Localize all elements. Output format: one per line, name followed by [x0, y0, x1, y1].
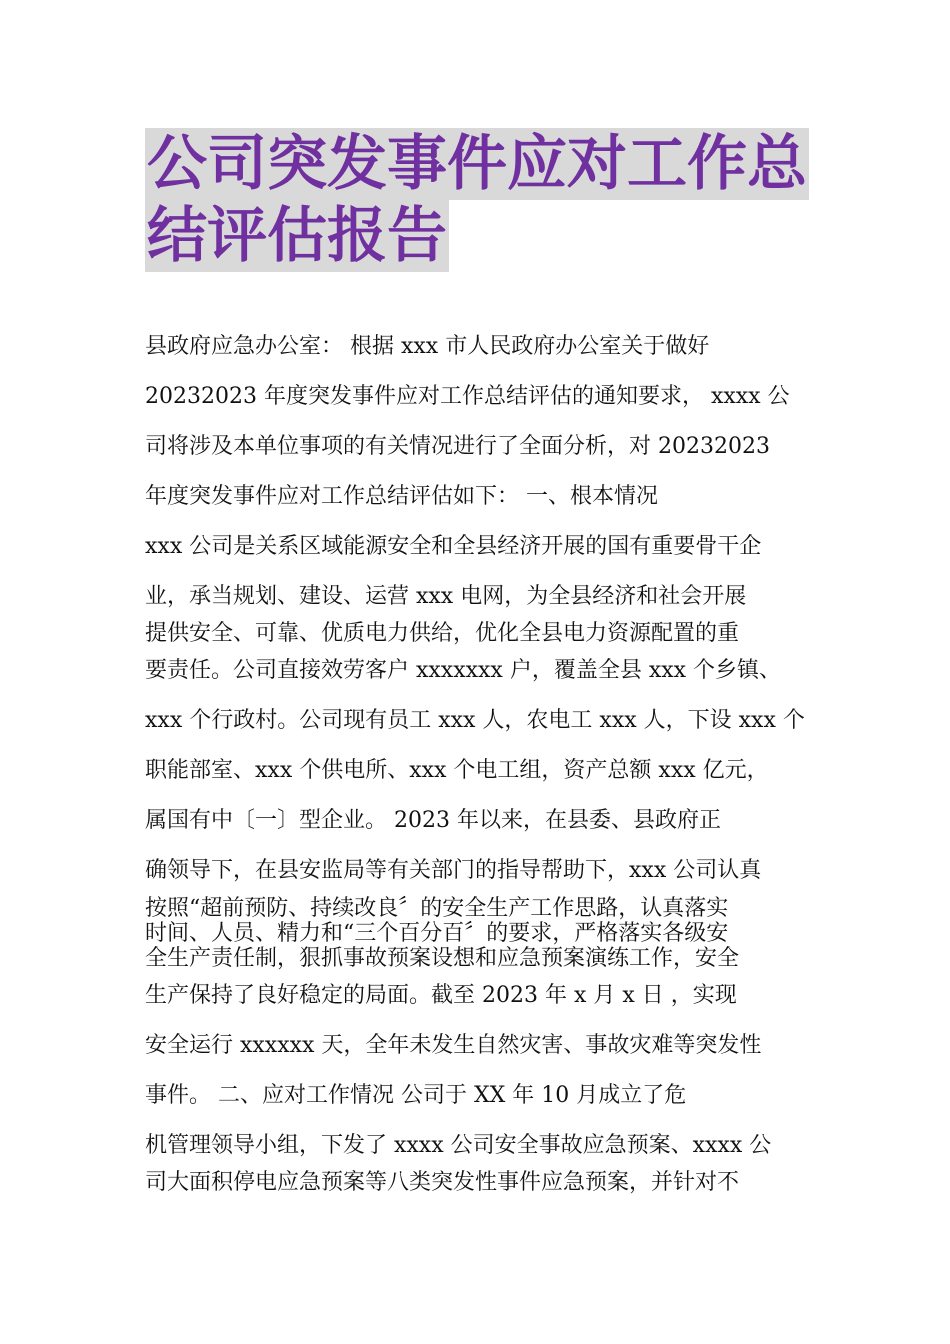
body-line: 属国有中〔一〕型企业。 2023 年以来，在县委、县政府正	[145, 808, 721, 833]
body-line: 司大面积停电应急预案等八类突发性事件应急预案，并针对不	[145, 1170, 740, 1195]
body-line: 业，承当规划、建设、运营 xxx 电网，为全县经济和社会开展	[145, 584, 747, 609]
body-line: 20232023 年度突发事件应对工作总结评估的通知要求， xxxx 公	[145, 384, 790, 409]
body-line: 安全运行 xxxxxx 天，全年未发生自然灾害、事故灾难等突发性	[145, 1033, 762, 1058]
body-line: xxx 个行政村。公司现有员工 xxx 人，农电工 xxx 人，下设 xxx 个	[145, 708, 805, 733]
body-line: 生产保持了良好稳定的局面。截至 2023 年 x 月 x 日 ，实现	[145, 983, 737, 1008]
title-line-1: 公司突发事件应对工作总	[147, 129, 807, 199]
body-line: 职能部室、xxx 个供电所、xxx 个电工组，资产总额 xxx 亿元，	[145, 758, 769, 783]
body-line: xxx 公司是关系区域能源安全和全县经济开展的国有重要骨干企	[145, 534, 762, 559]
body-line: 确领导下，在县安监局等有关部门的指导帮助下，xxx 公司认真	[145, 858, 762, 883]
body-line: 县政府应急办公室： 根据 xxx 市人民政府办公室关于做好	[145, 334, 710, 359]
body-line: 年度突发事件应对工作总结评估如下： 一、根本情况	[145, 484, 658, 509]
body-line: 司将涉及本单位事项的有关情况进行了全面分析，对 20232023	[145, 434, 770, 459]
document-title	[145, 128, 810, 272]
body-line: 机管理领导小组，下发了 xxxx 公司安全事故应急预案、xxxx 公	[145, 1133, 772, 1158]
body-line: 按照“超前预防、持续改良〞的安全生产工作思路，认真落实	[145, 896, 729, 921]
body-line: 提供安全、可靠、优质电力供给，优化全县电力资源配置的重	[145, 621, 740, 646]
body-line: 事件。 二、应对工作情况 公司于 XX 年 10 月成立了危	[145, 1083, 687, 1108]
body-line: 时间、人员、精力和“三个百分百〞的要求，严格落实各级安	[145, 921, 729, 946]
body-line: 要责任。公司直接效劳客户 xxxxxxx 户，覆盖全县 xxx 个乡镇、	[145, 658, 782, 683]
body-line: 全生产责任制，狠抓事故预案设想和应急预案演练工作，安全	[145, 946, 740, 971]
title-line-2: 结评估报告	[147, 201, 447, 271]
